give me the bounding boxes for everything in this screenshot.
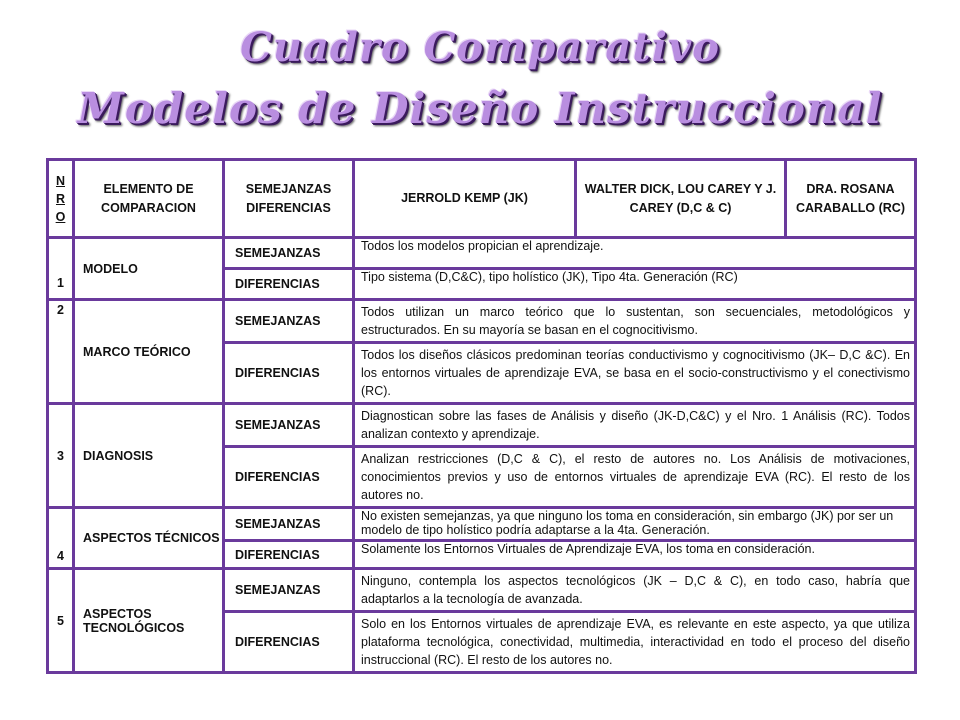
table-row bbox=[48, 508, 916, 541]
semejanzas-text: Ninguno, contempla los aspectos tecnológicos (JK – D,C & C), en todo caso, habría que adaptarlos a la tecnología de avanzada. bbox=[354, 569, 916, 612]
table-row bbox=[48, 404, 916, 447]
diferencias-text: Solo en los Entornos virtuales de aprendizaje EVA, es relevante en este aspecto, ya que utiliza plataforma tecnológica, conectividad, multimedia, interactividad en todo el proceso del diseño instruccional (RC). El resto de los autores no. bbox=[354, 612, 916, 673]
header-caraballo: DRA. ROSANA CARABALLO (RC) bbox=[786, 160, 916, 238]
header-nro-o: O bbox=[55, 209, 66, 224]
semejanzas-text: Todos utilizan un marco teórico que lo sustentan, son secuenciales, metodológicos y estructurados. En su mayoría se basan en el cognocitivismo. bbox=[354, 300, 916, 343]
diferencias-text: Solamente los Entornos Virtuales de Aprendizaje EVA, los toma en consideración. bbox=[354, 541, 916, 569]
header-dick-carey: WALTER DICK, LOU CAREY Y J. CAREY (D,C & C) bbox=[576, 160, 786, 238]
diferencias-label: DIFERENCIAS bbox=[224, 269, 354, 300]
semejanzas-label: SEMEJANZAS bbox=[224, 508, 354, 541]
diferencias-label: DIFERENCIAS bbox=[224, 447, 354, 508]
diferencias-label: DIFERENCIAS bbox=[224, 612, 354, 673]
row-element: ASPECTOS TECNOLÓGICOS bbox=[74, 569, 224, 673]
semejanzas-text: Todos los modelos propician el aprendizaje. bbox=[354, 238, 916, 269]
table-row bbox=[48, 238, 916, 269]
diferencias-text: Analizan restricciones (D,C & C), el resto de autores no. Los Análisis de motivaciones, conocimientos previos y uso de entornos virtuales de aprendizaje EVA (RC). El resto de los autores no. bbox=[354, 447, 916, 508]
header-nro bbox=[48, 160, 74, 238]
title-line-1: Cuadro Comparativo bbox=[240, 24, 720, 71]
diferencias-label: DIFERENCIAS bbox=[224, 343, 354, 404]
row-element: DIAGNOSIS bbox=[74, 404, 224, 508]
row-number: 2 bbox=[48, 300, 74, 404]
header-nro-n: N bbox=[55, 173, 66, 188]
row-element: ASPECTOS TÉCNICOS bbox=[74, 508, 224, 569]
header-elemento: ELEMENTO DE COMPARACION bbox=[74, 160, 224, 238]
semejanzas-label: SEMEJANZAS bbox=[224, 404, 354, 447]
diferencias-label: DIFERENCIAS bbox=[224, 541, 354, 569]
semejanzas-label: SEMEJANZAS bbox=[224, 238, 354, 269]
table-row bbox=[48, 300, 916, 343]
semejanzas-label: SEMEJANZAS bbox=[224, 300, 354, 343]
header-semejanzas-diferencias: SEMEJANZAS DIFERENCIAS bbox=[224, 160, 354, 238]
row-number: 3 bbox=[48, 404, 74, 508]
header-row bbox=[48, 160, 916, 238]
row-number: 4 bbox=[48, 508, 74, 569]
diferencias-text: Tipo sistema (D,C&C), tipo holístico (JK), Tipo 4ta. Generación (RC) bbox=[354, 269, 916, 300]
semejanzas-text: No existen semejanzas, ya que ninguno los toma en consideración, sin embargo (JK) por ser un modelo de tipo holístico podría adaptarse a la 4ta. Generación. bbox=[354, 508, 916, 541]
semejanzas-label: SEMEJANZAS bbox=[224, 569, 354, 612]
row-element: MODELO bbox=[74, 238, 224, 300]
title-line-2: Modelos de Diseño Instruccional bbox=[77, 84, 883, 133]
table-row bbox=[48, 569, 916, 612]
header-kemp: JERROLD KEMP (JK) bbox=[354, 160, 576, 238]
row-number: 1 bbox=[48, 238, 74, 300]
row-element: MARCO TEÓRICO bbox=[74, 300, 224, 404]
header-nro-r: R bbox=[55, 191, 66, 206]
row-number: 5 bbox=[48, 569, 74, 673]
comparison-table bbox=[46, 158, 917, 674]
diferencias-text: Todos los diseños clásicos predominan teorías conductivismo y cognocitivismo (JK– D,C &C). En los entornos virtuales de aprendizaje EVA, se basa en el socio-constructivismo y el conectivismo (RC). bbox=[354, 343, 916, 404]
semejanzas-text: Diagnostican sobre las fases de Análisis y diseño (JK-D,C&C) y el Nro. 1 Análisis (RC). Todos analizan contexto y aprendizaje. bbox=[354, 404, 916, 447]
